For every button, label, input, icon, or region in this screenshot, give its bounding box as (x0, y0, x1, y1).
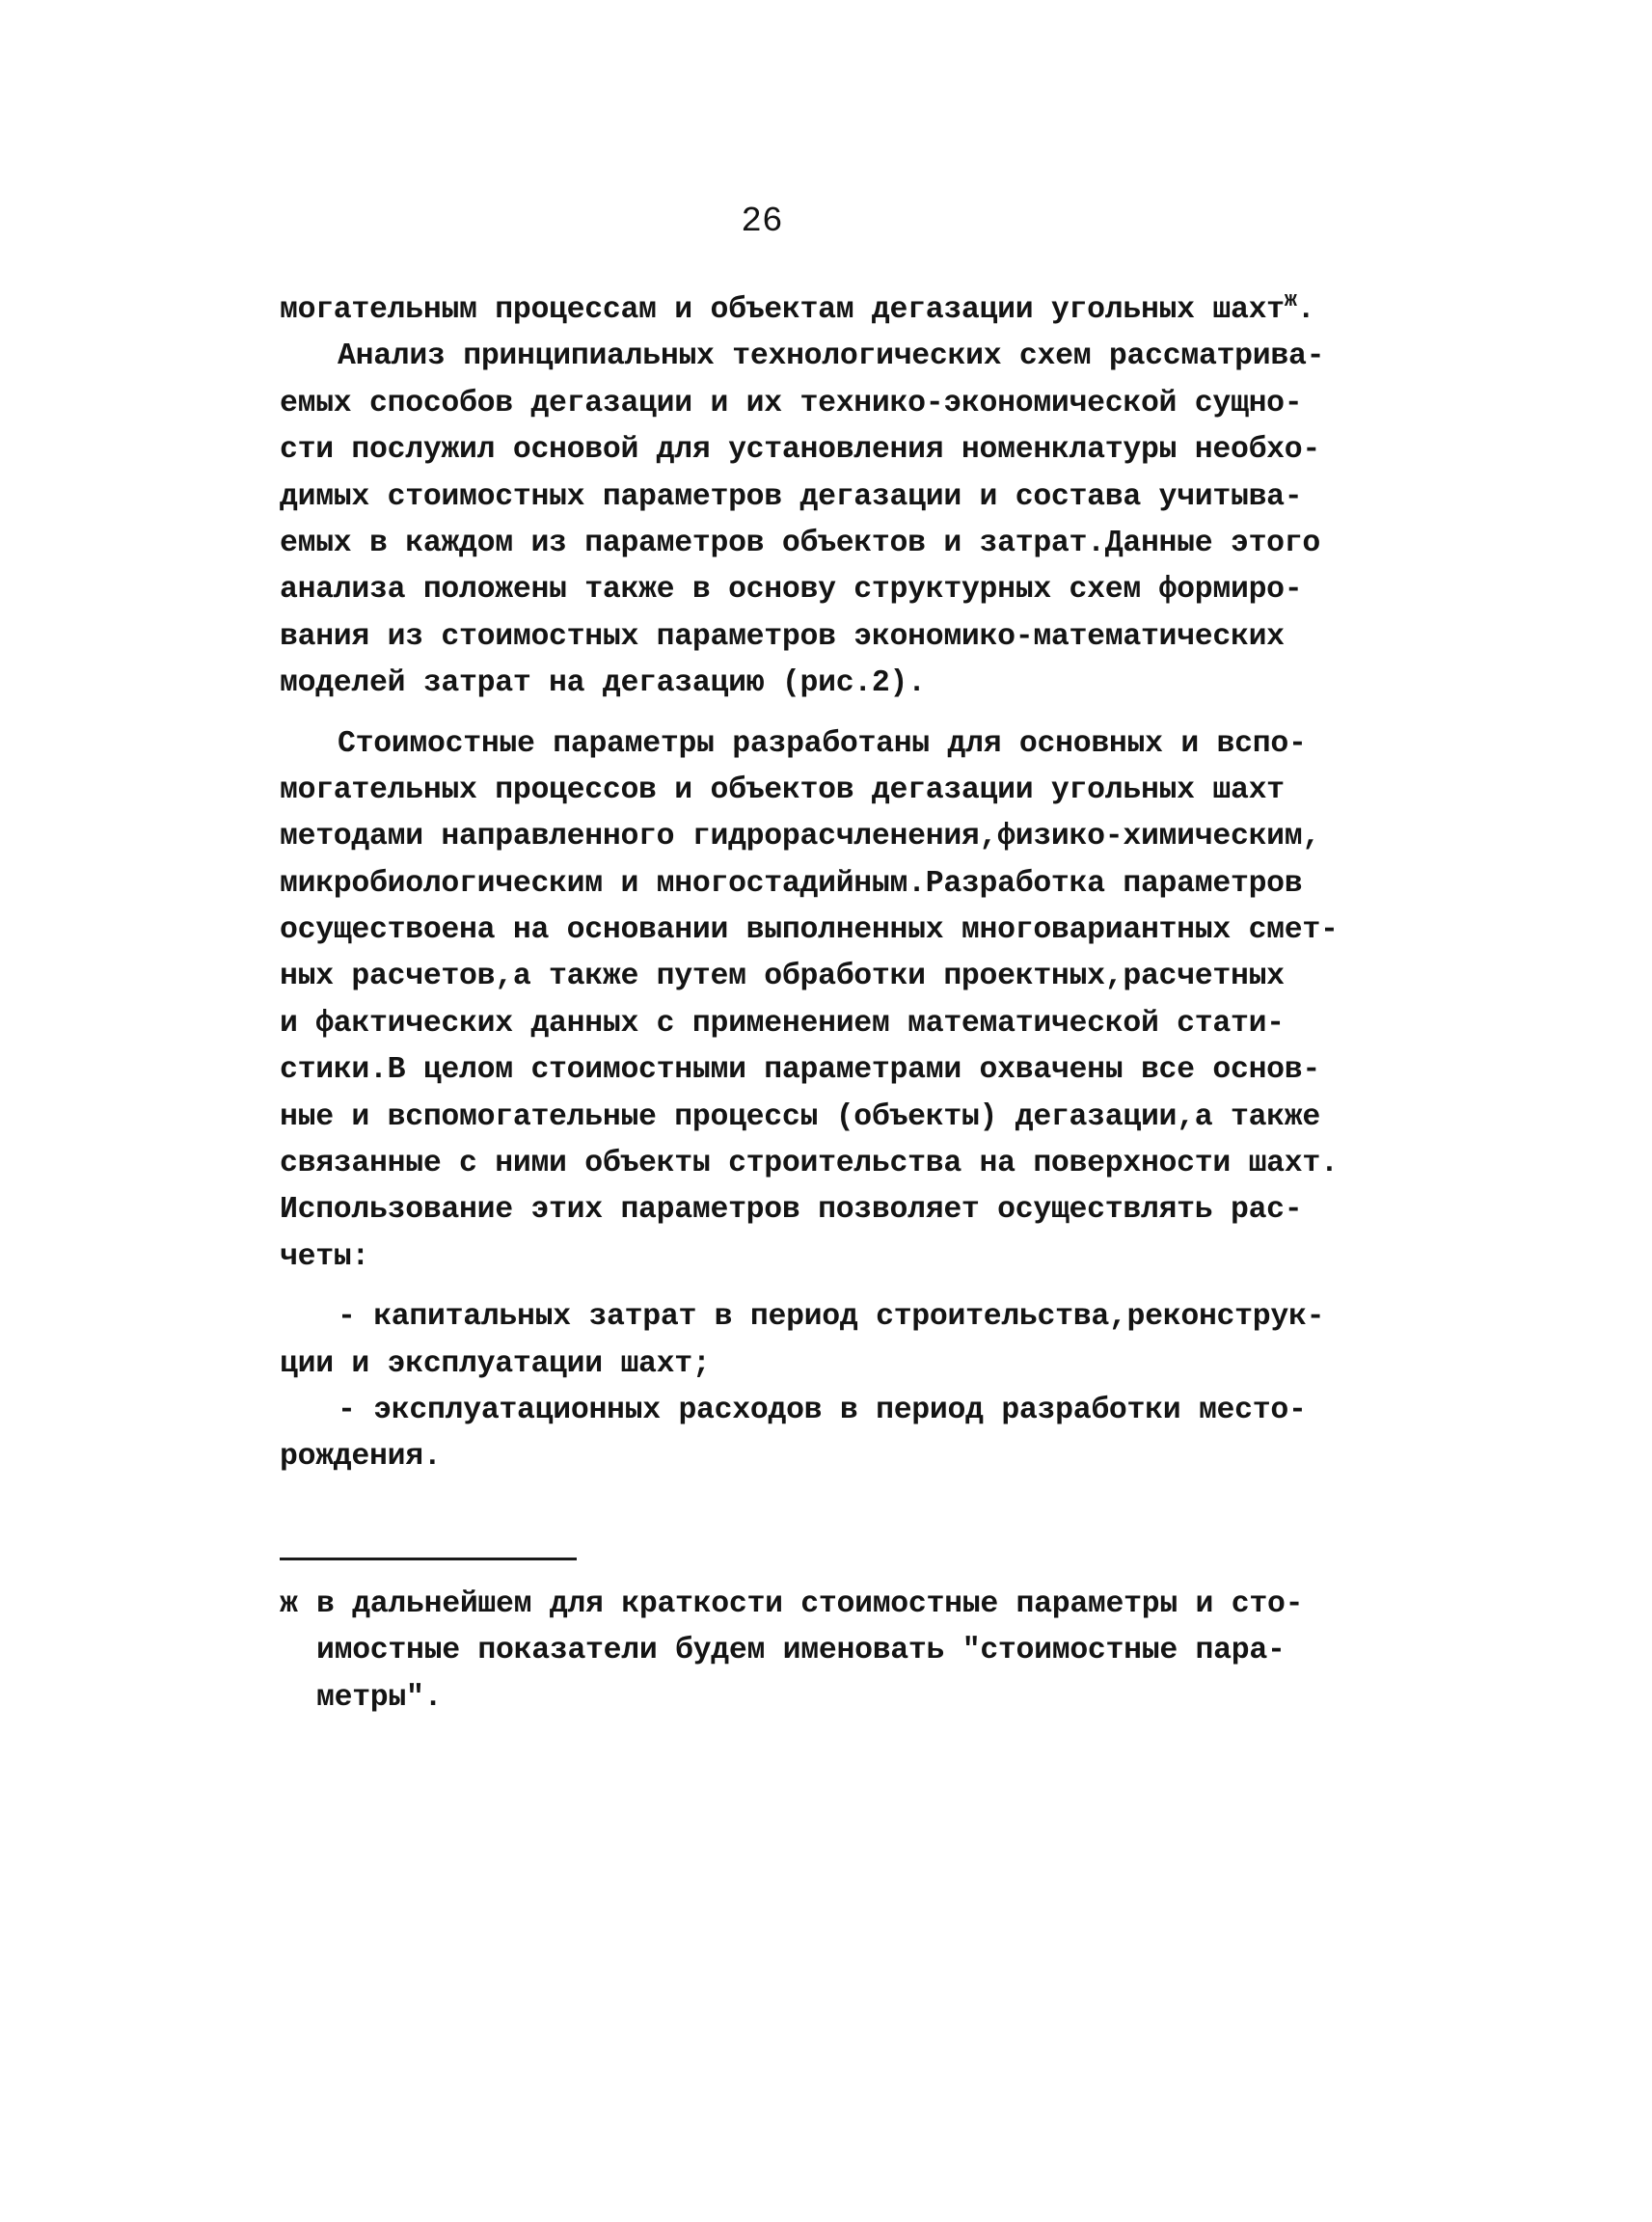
text-line: Стоимостные параметры разработаны для основных и вспо- (338, 726, 1307, 761)
text-line: ных расчетов,а также путем обработки проектных,расчетных (280, 960, 1285, 994)
text-line: методами направленного гидрорасчленения,физико-химическим, (280, 820, 1320, 854)
text-line: четы: (280, 1239, 370, 1274)
page-number: 26 (741, 202, 783, 241)
text-line: сти послужил основой для установления номенклатуры необхо- (280, 433, 1320, 468)
paragraph-continuation (280, 287, 1398, 334)
sentence-end: . (1296, 293, 1315, 327)
text-line: емых способов дегазации и их технико-экономической сущно- (280, 386, 1303, 420)
text-line: ные и вспомогательные процессы (объекты) дегазации,а также (280, 1099, 1320, 1134)
text-line: Использование этих параметров позволяет осуществлять рас- (280, 1193, 1303, 1228)
text-line: и фактических данных с применением математической стати- (280, 1006, 1285, 1041)
footnote-line: метры". (316, 1680, 443, 1715)
list-item-operating-costs (280, 1388, 1398, 1481)
text-line: моделей затрат на дегазацию (рис.2). (280, 666, 926, 701)
paragraph-cost-parameters (280, 721, 1398, 1282)
text-line: могательных процессов и объектов дегазации угольных шахт (280, 772, 1285, 807)
text-line: ции и эксплуатации шахт; (280, 1346, 711, 1381)
text-line: Анализ принципиальных технологических схем рассматрива- (338, 339, 1325, 374)
text-line: связанные с ними объекты строительства на поверхности шахт. (280, 1147, 1339, 1181)
footnote-line: имостные показатели будем именовать "стоимостные пара- (316, 1634, 1286, 1668)
text-line: вания из стоимостных параметров экономико-математических (280, 619, 1285, 654)
text-line: анализа положены также в основу структурных схем формиро- (280, 573, 1303, 608)
footnote (280, 1582, 1398, 1721)
main-text (280, 287, 1398, 1481)
text-line: димых стоимостных параметров дегазации и состава учитыва- (280, 479, 1303, 514)
text-line: емых в каждом из параметров объектов и затрат.Данные этого (280, 526, 1320, 560)
text-line: - эксплуатационных расходов в период разработки место- (338, 1393, 1307, 1427)
paragraph-analysis (280, 334, 1398, 707)
text-line-content: могательным процессам и объектам дегазации угольных шахт (280, 293, 1285, 327)
text-line: микробиологическим и многостадийным.Разработка параметров (280, 866, 1303, 901)
footnote-text: в дальнейшем для краткости стоимостные параметры и сто- (316, 1587, 1304, 1621)
text-line: осуществоена на основании выполненных многовариантных смет- (280, 913, 1339, 948)
text-line: рождения. (280, 1440, 442, 1475)
text-line: стики.В целом стоимостными параметрами охвачены все основ- (280, 1053, 1320, 1088)
footnote-marker: ж (280, 1587, 298, 1621)
text-line (280, 287, 1398, 334)
list-item-capital-costs (280, 1294, 1398, 1388)
text-line: - капитальных затрат в период строительства,реконструк- (338, 1300, 1325, 1335)
footnote-divider (280, 1558, 577, 1560)
footnote-line (280, 1582, 1398, 1628)
footnote-reference: ж (1284, 288, 1297, 312)
